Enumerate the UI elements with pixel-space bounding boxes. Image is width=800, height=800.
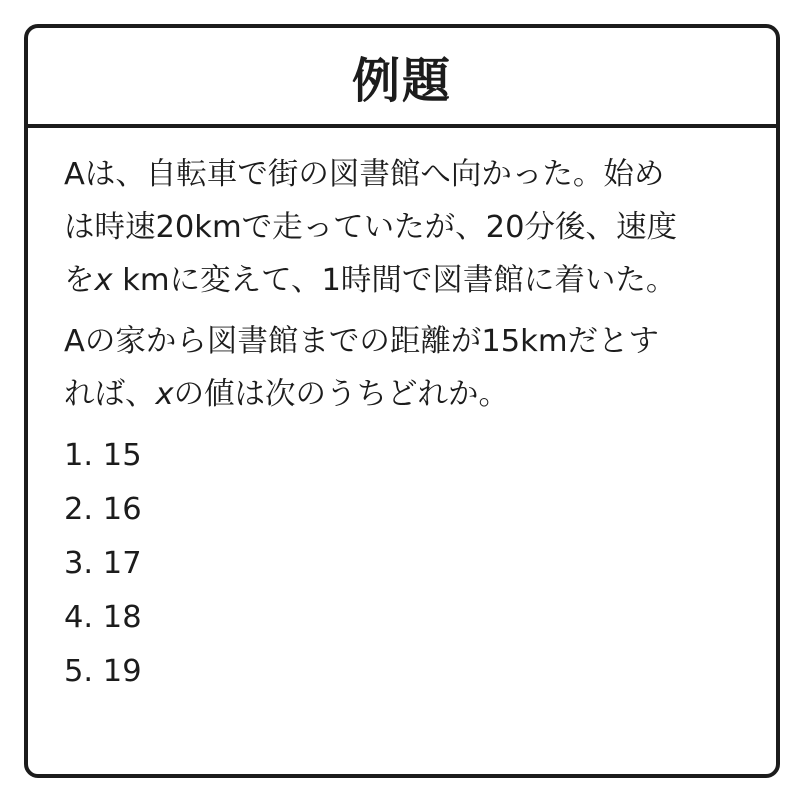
answer-choice: 5. 19 bbox=[64, 654, 142, 689]
question-line-2-prefix: れば、 bbox=[64, 377, 156, 412]
problem-card bbox=[24, 24, 780, 778]
statement-line-3-prefix: を bbox=[64, 263, 95, 298]
page-title: 例題 bbox=[351, 52, 452, 109]
answer-choice: 2. 16 bbox=[64, 492, 142, 527]
statement-line-3-suffix: kmに変えて、1時間で図書館に着いた。 bbox=[122, 263, 677, 298]
question-line-2 bbox=[64, 368, 746, 421]
problem-body bbox=[28, 128, 776, 699]
answer-choice: 1. 15 bbox=[64, 438, 142, 473]
answer-choice: 4. 18 bbox=[64, 600, 142, 635]
statement-line-3 bbox=[64, 254, 746, 307]
card-header bbox=[28, 28, 776, 128]
statement-line-2: は時速20kmで走っていたが、20分後、速度 bbox=[64, 210, 677, 245]
problem-question bbox=[64, 315, 746, 421]
question-line-2-suffix: の値は次のうちどれか。 bbox=[173, 377, 510, 412]
answer-choice: 3. 17 bbox=[64, 546, 142, 581]
answer-choices bbox=[64, 429, 746, 699]
problem-statement bbox=[64, 148, 746, 307]
variable-x: x bbox=[94, 263, 113, 298]
variable-x: x bbox=[155, 377, 174, 412]
question-line-1: Aの家から図書館までの距離が15kmだとす bbox=[64, 324, 660, 359]
statement-line-1: Aは、自転車で街の図書館へ向かった。始め bbox=[64, 157, 665, 192]
